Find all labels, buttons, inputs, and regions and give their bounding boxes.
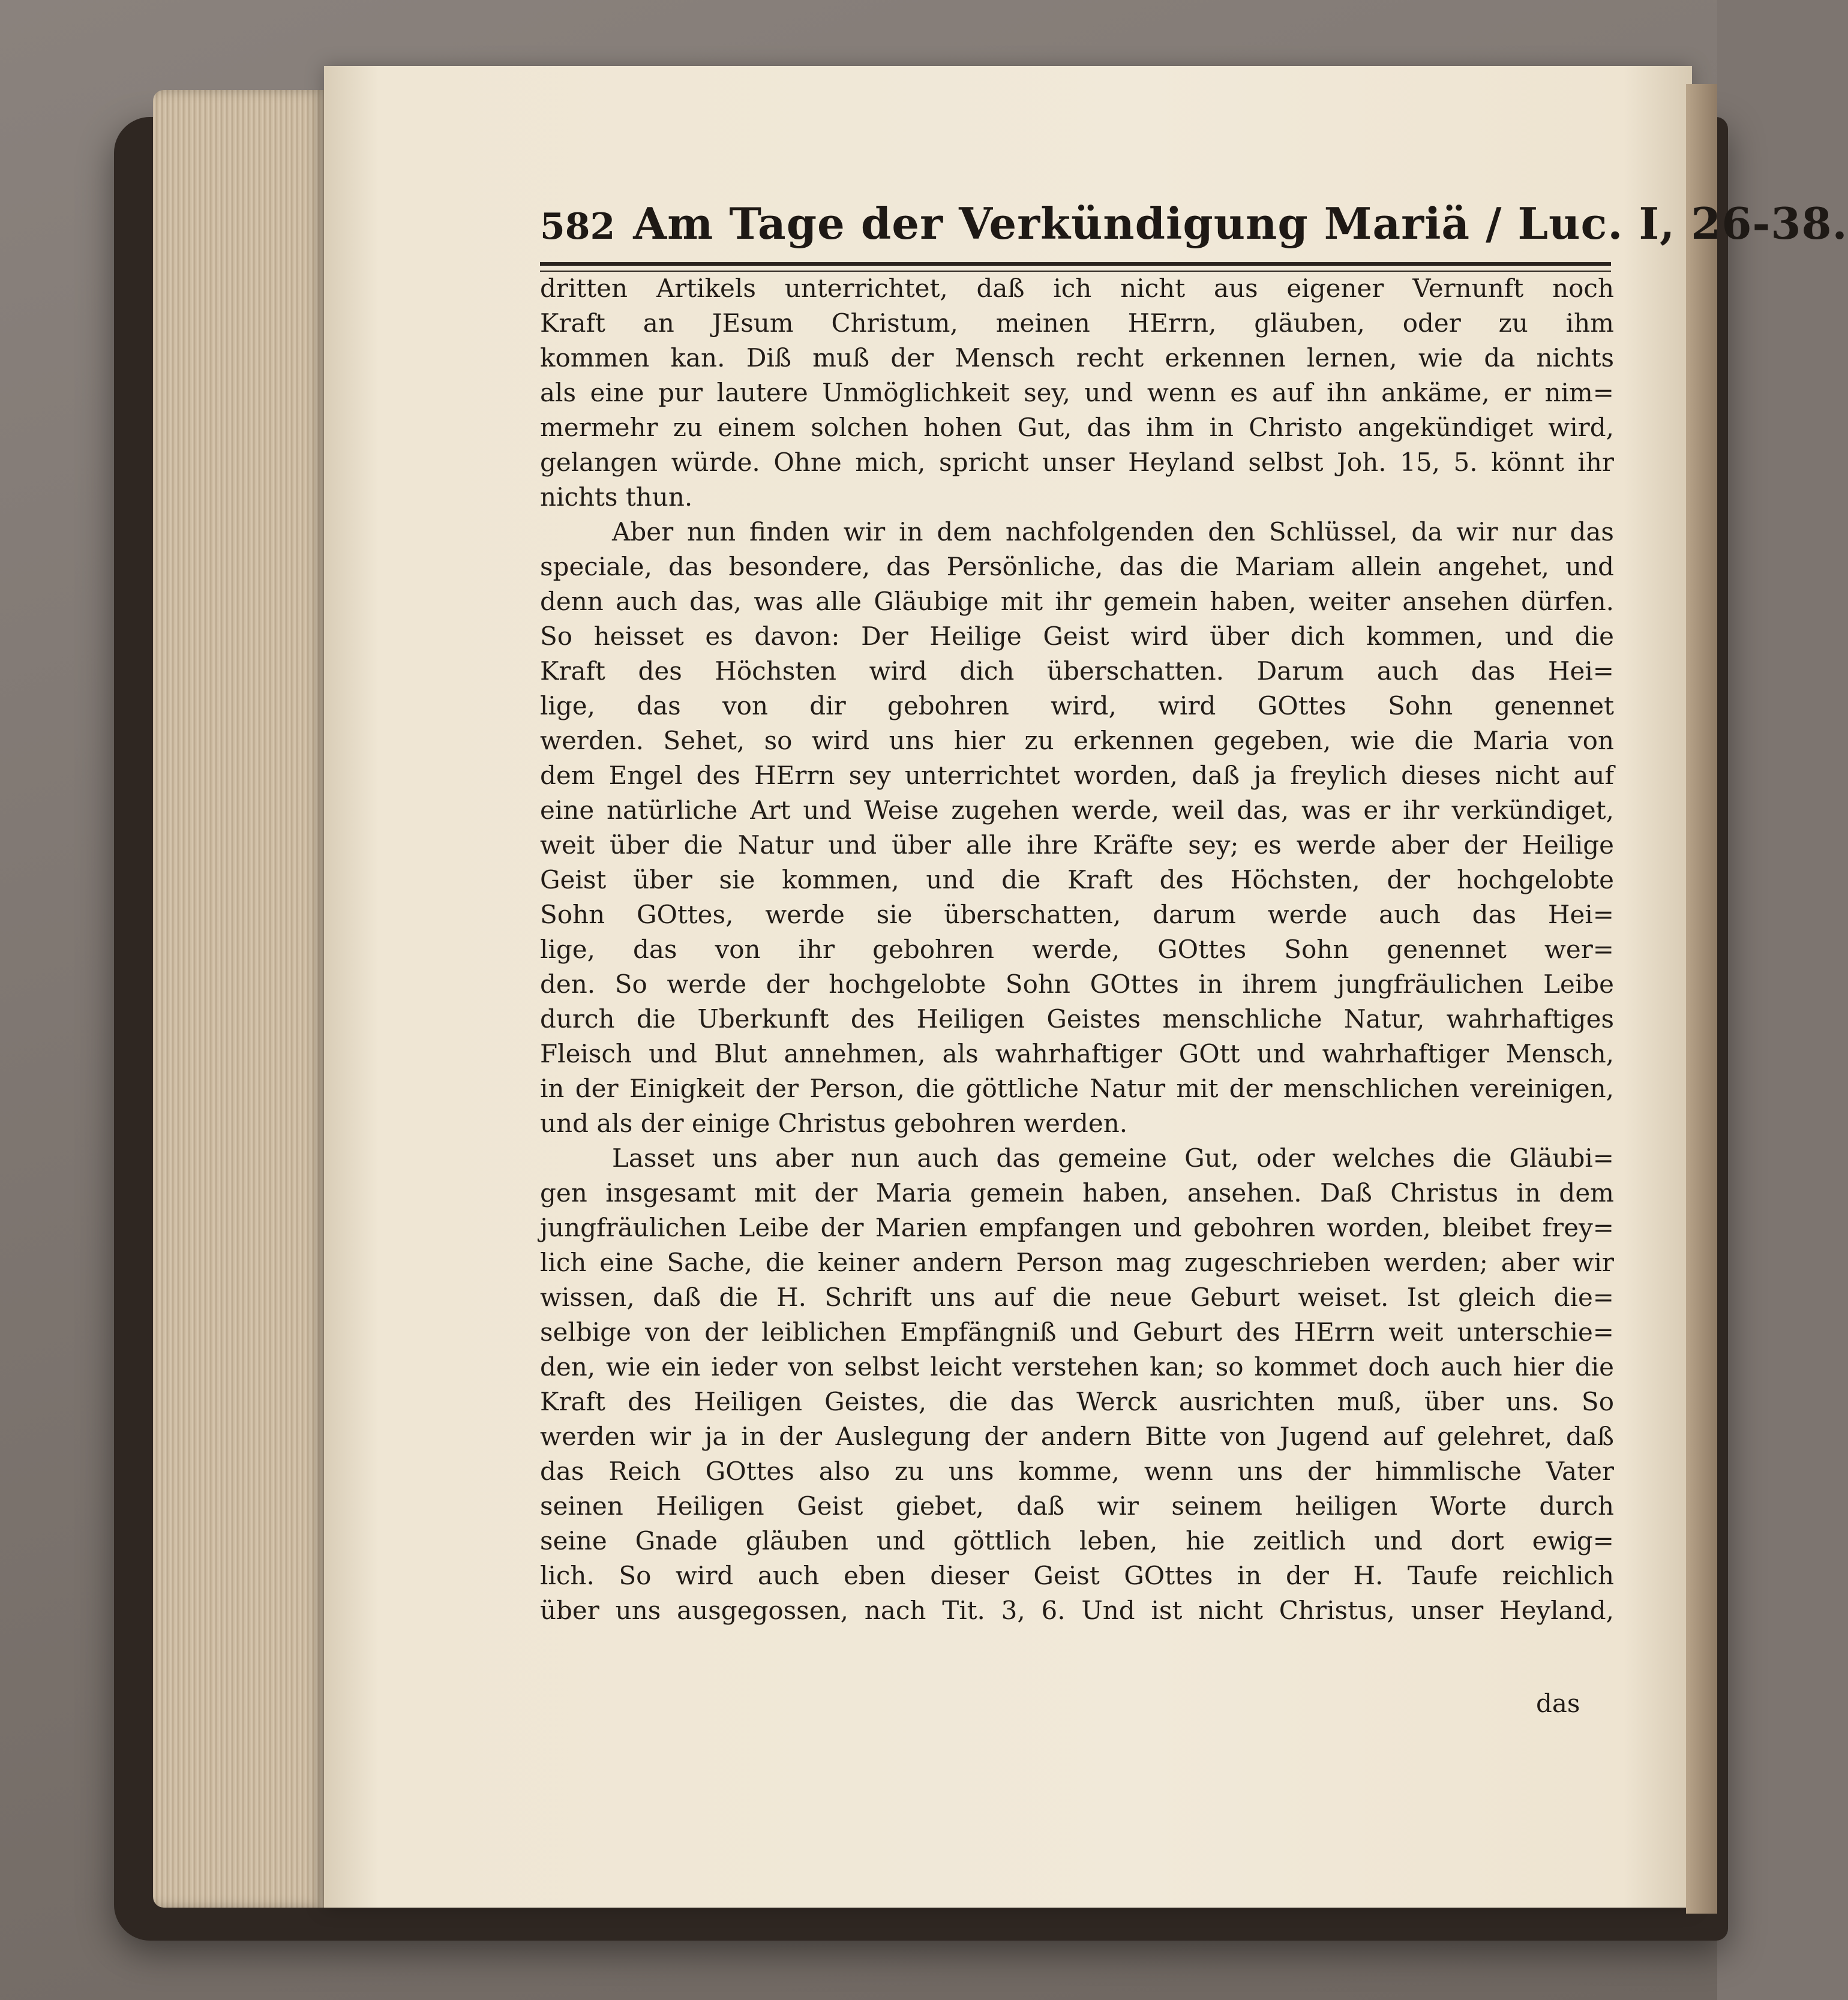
- running-title: Am Tage der Verkündigung Mariä / Luc. I, 26-38.: [633, 198, 1848, 249]
- text-line: wissen, daß die H. Schrift uns auf die neue Geburt weiset. Ist gleich die=: [540, 1283, 1614, 1312]
- text-line: Kraft an JEsum Christum, meinen HErrn, gläuben, oder zu ihm: [540, 308, 1614, 338]
- text-line: seinen Heiligen Geist giebet, daß wir seinem heiligen Worte durch: [540, 1491, 1614, 1521]
- text-line: So heisset es davon: Der Heilige Geist wird über dich kommen, und die: [540, 621, 1614, 651]
- catchword: das: [1536, 1689, 1580, 1718]
- text-line: lich eine Sache, die keiner andern Person mag zugeschrieben werden; aber wir: [540, 1248, 1614, 1277]
- text-line: Fleisch und Blut annehmen, als wahrhaftiger GOtt und wahrhaftiger Mensch,: [540, 1039, 1614, 1068]
- text-line: Aber nun finden wir in dem nachfolgenden den Schlüssel, da wir nur das: [612, 517, 1614, 546]
- text-line: dem Engel des HErrn sey unterrichtet worden, daß ja freylich dieses nicht auf: [540, 761, 1614, 790]
- text-line: jungfräulichen Leibe der Marien empfangen und gebohren worden, bleibet frey=: [540, 1213, 1614, 1242]
- text-line: Kraft des Höchsten wird dich überschatten. Darum auch das Hei=: [540, 656, 1614, 686]
- text-line: selbige von der leiblichen Empfängniß und Geburt des HErrn weit unterschie=: [540, 1317, 1614, 1347]
- text-line: das Reich GOttes also zu uns komme, wenn uns der himmlische Vater: [540, 1457, 1614, 1486]
- page-number: 582: [540, 206, 616, 248]
- text-line: kommen kan. Diß muß der Mensch recht erkennen lernen, wie da nichts: [540, 343, 1614, 373]
- text-line: als eine pur lautere Unmöglichkeit sey, und wenn es auf ihn ankäme, er nim=: [540, 378, 1614, 407]
- text-line: Lasset uns aber nun auch das gemeine Gut, oder welches die Gläubi=: [612, 1143, 1614, 1173]
- text-line: und als der einige Christus gebohren werden.: [540, 1109, 1128, 1138]
- text-line: über uns ausgegossen, nach Tit. 3, 6. Und ist nicht Christus, unser Heyland,: [540, 1596, 1614, 1625]
- text-line: den. So werde der hochgelobte Sohn GOttes in ihrem jungfräulichen Leibe: [540, 969, 1614, 999]
- text-line: werden wir ja in der Auslegung der andern Bitte von Jugend auf gelehret, daß: [540, 1422, 1614, 1451]
- text-line: Kraft des Heiligen Geistes, die das Werck ausrichten muß, über uns. So: [540, 1387, 1614, 1416]
- text-line: Geist über sie kommen, und die Kraft des Höchsten, der hochgelobte: [540, 865, 1614, 894]
- text-line: speciale, das besondere, das Persönliche, das die Mariam allein angehet, und: [540, 552, 1614, 581]
- text-line: seine Gnade gläuben und göttlich leben, hie zeitlich und dort ewig=: [540, 1526, 1614, 1555]
- text-line: in der Einigkeit der Person, die göttliche Natur mit der menschlichen vereinigen,: [540, 1074, 1614, 1103]
- text-line: lige, das von ihr gebohren werde, GOttes Sohn genennet wer=: [540, 935, 1614, 964]
- page-header: [540, 198, 1848, 264]
- text-line: werden. Sehet, so wird uns hier zu erkennen gegeben, wie die Maria von: [540, 726, 1614, 755]
- text-line: den, wie ein ieder von selbst leicht verstehen kan; so kommet doch auch hier die: [540, 1352, 1614, 1382]
- body-text: [540, 271, 1614, 1628]
- text-line: lige, das von dir gebohren wird, wird GOttes Sohn genennet: [540, 691, 1614, 720]
- text-line: nichts thun.: [540, 482, 693, 512]
- text-line: lich. So wird auch eben dieser Geist GOttes in der H. Taufe reichlich: [540, 1561, 1614, 1590]
- text-line: weit über die Natur und über alle ihre Kräfte sey; es werde aber der Heilige: [540, 830, 1614, 860]
- text-line: mermehr zu einem solchen hohen Gut, das ihm in Christo angekündiget wird,: [540, 413, 1614, 442]
- right-page-edge: [1686, 84, 1717, 1914]
- text-line: denn auch das, was alle Gläubige mit ihr gemein haben, weiter ansehen dürfen.: [540, 587, 1614, 616]
- text-line: gen insgesamt mit der Maria gemein haben, ansehen. Daß Christus in dem: [540, 1178, 1614, 1208]
- text-line: gelangen würde. Ohne mich, spricht unser Heyland selbst Joh. 15, 5. könnt ihr: [540, 448, 1614, 477]
- text-line: eine natürliche Art und Weise zugehen werde, weil das, was er ihr verkündiget,: [540, 795, 1614, 825]
- header-rule: [540, 262, 1611, 272]
- text-line: dritten Artikels unterrichtet, daß ich nicht aus eigener Vernunft noch: [540, 274, 1614, 303]
- page-edge: [153, 90, 327, 1908]
- text-line: durch die Uberkunft des Heiligen Geistes menschliche Natur, wahrhaftiges: [540, 1004, 1614, 1034]
- text-line: Sohn GOttes, werde sie überschatten, darum werde auch das Hei=: [540, 900, 1614, 929]
